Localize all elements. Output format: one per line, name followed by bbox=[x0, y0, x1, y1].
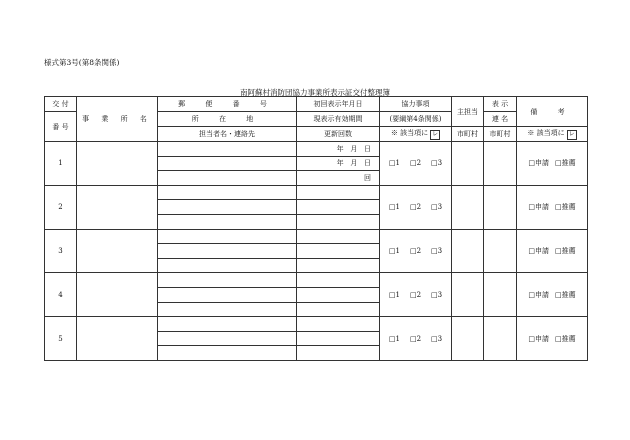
hyouji-cell[interactable] bbox=[484, 142, 517, 186]
check-box-icon: レ bbox=[568, 131, 575, 138]
jigyousho-cell[interactable] bbox=[77, 273, 158, 317]
tantousha-cell[interactable] bbox=[158, 214, 297, 229]
yuubin-cell[interactable] bbox=[158, 142, 297, 157]
hyouji-cell[interactable] bbox=[484, 273, 517, 317]
header-shozaichi-label: 所 在 地 bbox=[191, 115, 263, 123]
header-shutantou-top: 主担当 bbox=[452, 97, 484, 127]
kyouryoku-options bbox=[380, 273, 452, 317]
shokai-date-cell[interactable] bbox=[297, 317, 380, 332]
bikou-options bbox=[517, 142, 588, 186]
header-bikou bbox=[517, 97, 588, 127]
header-shokai: 初回表示年月日 bbox=[297, 97, 380, 112]
year-label: 年 bbox=[336, 159, 344, 168]
check-box-icon: レ bbox=[432, 131, 439, 138]
shozaichi-cell[interactable] bbox=[158, 156, 297, 171]
option-3[interactable]: □3 bbox=[431, 203, 443, 212]
row-number: 5 bbox=[45, 317, 77, 361]
yuukou-date-cell[interactable] bbox=[297, 287, 380, 302]
header-kyouryoku-mid: (要綱第4条関係) bbox=[380, 112, 452, 127]
header-hyouji-mid: 連 名 bbox=[484, 112, 517, 127]
header-jigyousho bbox=[77, 97, 158, 142]
jigyousho-cell[interactable] bbox=[77, 142, 158, 186]
koushin-cell[interactable] bbox=[297, 258, 380, 273]
header-row-1 bbox=[45, 97, 588, 112]
hyouji-cell[interactable] bbox=[484, 317, 517, 361]
jigyousho-cell[interactable] bbox=[77, 185, 158, 229]
header-bikou-note bbox=[517, 127, 588, 142]
option-1[interactable]: □1 bbox=[388, 203, 400, 212]
month-label: 月 bbox=[350, 159, 358, 168]
shutantou-cell[interactable] bbox=[452, 273, 484, 317]
header-koushin: 更新回数 bbox=[297, 127, 380, 142]
header-shozaichi bbox=[158, 112, 297, 127]
year-label: 年 bbox=[336, 144, 344, 153]
header-bikou-label: 備 考 bbox=[530, 107, 574, 116]
shokai-date-cell[interactable] bbox=[297, 185, 380, 200]
remark-shinsei[interactable]: □申請 bbox=[528, 334, 549, 343]
option-2[interactable]: □2 bbox=[409, 246, 422, 255]
option-2[interactable]: □2 bbox=[409, 159, 422, 168]
shozaichi-cell[interactable] bbox=[158, 244, 297, 259]
tantousha-cell[interactable] bbox=[158, 171, 297, 186]
shokai-date-cell[interactable] bbox=[297, 273, 380, 288]
yuukou-date-cell[interactable] bbox=[297, 200, 380, 215]
day-label: 日 bbox=[364, 144, 371, 153]
option-3[interactable]: □3 bbox=[431, 290, 443, 299]
header-tantousha: 担当者名・連絡先 bbox=[158, 127, 297, 142]
header-yuukou: 現表示有効期間 bbox=[297, 112, 380, 127]
option-2[interactable]: □2 bbox=[409, 334, 422, 343]
koushin-cell[interactable] bbox=[297, 302, 380, 317]
kyouryoku-options bbox=[380, 185, 452, 229]
day-label: 日 bbox=[364, 159, 371, 168]
shutantou-cell[interactable] bbox=[452, 229, 484, 273]
table-row bbox=[45, 185, 588, 200]
hyouji-cell[interactable] bbox=[484, 229, 517, 273]
remark-shinsei[interactable]: □申請 bbox=[528, 246, 549, 255]
shutantou-cell[interactable] bbox=[452, 185, 484, 229]
kai-label: 回 bbox=[364, 173, 371, 182]
koushin-cell[interactable] bbox=[297, 214, 380, 229]
header-kyouryoku-top: 協力事項 bbox=[380, 97, 452, 112]
hyouji-cell[interactable] bbox=[484, 185, 517, 229]
form-number: 様式第3号(第8条関係) bbox=[44, 58, 120, 67]
row-number: 1 bbox=[45, 142, 77, 186]
bikou-options bbox=[517, 273, 588, 317]
option-2[interactable]: □2 bbox=[409, 203, 422, 212]
option-2[interactable]: □2 bbox=[409, 290, 422, 299]
table-row bbox=[45, 317, 588, 332]
bikou-options bbox=[517, 229, 588, 273]
shozaichi-cell[interactable] bbox=[158, 331, 297, 346]
table-row bbox=[45, 142, 588, 157]
tantousha-cell[interactable] bbox=[158, 302, 297, 317]
remark-shinsei[interactable]: □申請 bbox=[528, 203, 549, 212]
remark-suisen[interactable]: □推薦 bbox=[555, 334, 576, 343]
option-1[interactable]: □1 bbox=[388, 159, 400, 168]
yuubin-cell[interactable] bbox=[158, 185, 297, 200]
option-1[interactable]: □1 bbox=[388, 290, 400, 299]
option-3[interactable]: □3 bbox=[431, 334, 443, 343]
table-row bbox=[45, 273, 588, 288]
row-number: 4 bbox=[45, 273, 77, 317]
yuukou-date-cell[interactable] bbox=[297, 156, 380, 171]
option-3[interactable]: □3 bbox=[431, 159, 443, 168]
jigyousho-cell[interactable] bbox=[77, 317, 158, 361]
shozaichi-cell[interactable] bbox=[158, 200, 297, 215]
remark-shinsei[interactable]: □申請 bbox=[528, 290, 549, 299]
tantousha-cell[interactable] bbox=[158, 258, 297, 273]
kyouryoku-options bbox=[380, 229, 452, 273]
koushin-cell[interactable] bbox=[297, 171, 380, 186]
registry-table bbox=[44, 96, 588, 361]
kyouryoku-options bbox=[380, 317, 452, 361]
header-koufu-bottom: 番 号 bbox=[45, 112, 77, 142]
jigyousho-cell[interactable] bbox=[77, 229, 158, 273]
option-1[interactable]: □1 bbox=[388, 334, 400, 343]
row-number: 2 bbox=[45, 185, 77, 229]
header-koufu-top: 交 付 bbox=[45, 97, 77, 112]
yuubin-cell[interactable] bbox=[158, 317, 297, 332]
remark-shinsei[interactable]: □申請 bbox=[528, 159, 549, 168]
document-title: 南阿蘇村消防団協力事業所表示証交付整理簿 bbox=[240, 88, 390, 97]
table-row bbox=[45, 229, 588, 244]
header-yuubin bbox=[158, 97, 297, 112]
shutantou-cell[interactable] bbox=[452, 142, 484, 186]
remark-suisen[interactable]: □推薦 bbox=[555, 290, 576, 299]
option-1[interactable]: □1 bbox=[388, 246, 400, 255]
bikou-options bbox=[517, 185, 588, 229]
shokai-date-cell[interactable] bbox=[297, 142, 380, 157]
koushin-cell[interactable] bbox=[297, 346, 380, 361]
bikou-options bbox=[517, 317, 588, 361]
shutantou-cell[interactable] bbox=[452, 317, 484, 361]
remark-suisen[interactable]: □推薦 bbox=[555, 159, 576, 168]
header-shutantou-bottom: 市町村 bbox=[452, 127, 484, 142]
header-hyouji-top: 表 示 bbox=[484, 97, 517, 112]
tantousha-cell[interactable] bbox=[158, 346, 297, 361]
yuukou-date-cell[interactable] bbox=[297, 244, 380, 259]
header-yuubin-label: 郵 便 番 号 bbox=[178, 100, 276, 108]
option-3[interactable]: □3 bbox=[431, 246, 443, 255]
shokai-date-cell[interactable] bbox=[297, 229, 380, 244]
header-jigyousho-label: 事 業 所 名 bbox=[82, 115, 152, 123]
row-number: 3 bbox=[45, 229, 77, 273]
header-hyouji-bottom: 市町村 bbox=[484, 127, 517, 142]
yuukou-date-cell[interactable] bbox=[297, 331, 380, 346]
remark-suisen[interactable]: □推薦 bbox=[555, 246, 576, 255]
month-label: 月 bbox=[350, 144, 358, 153]
shozaichi-cell[interactable] bbox=[158, 287, 297, 302]
yuubin-cell[interactable] bbox=[158, 273, 297, 288]
header-kyouryoku-note bbox=[380, 127, 452, 142]
bikou-note-text: ※ 該当項に bbox=[527, 129, 565, 137]
kyouryoku-note-text: ※ 該当項に bbox=[390, 129, 429, 137]
remark-suisen[interactable]: □推薦 bbox=[555, 203, 576, 212]
yuubin-cell[interactable] bbox=[158, 229, 297, 244]
kyouryoku-options bbox=[380, 142, 452, 186]
